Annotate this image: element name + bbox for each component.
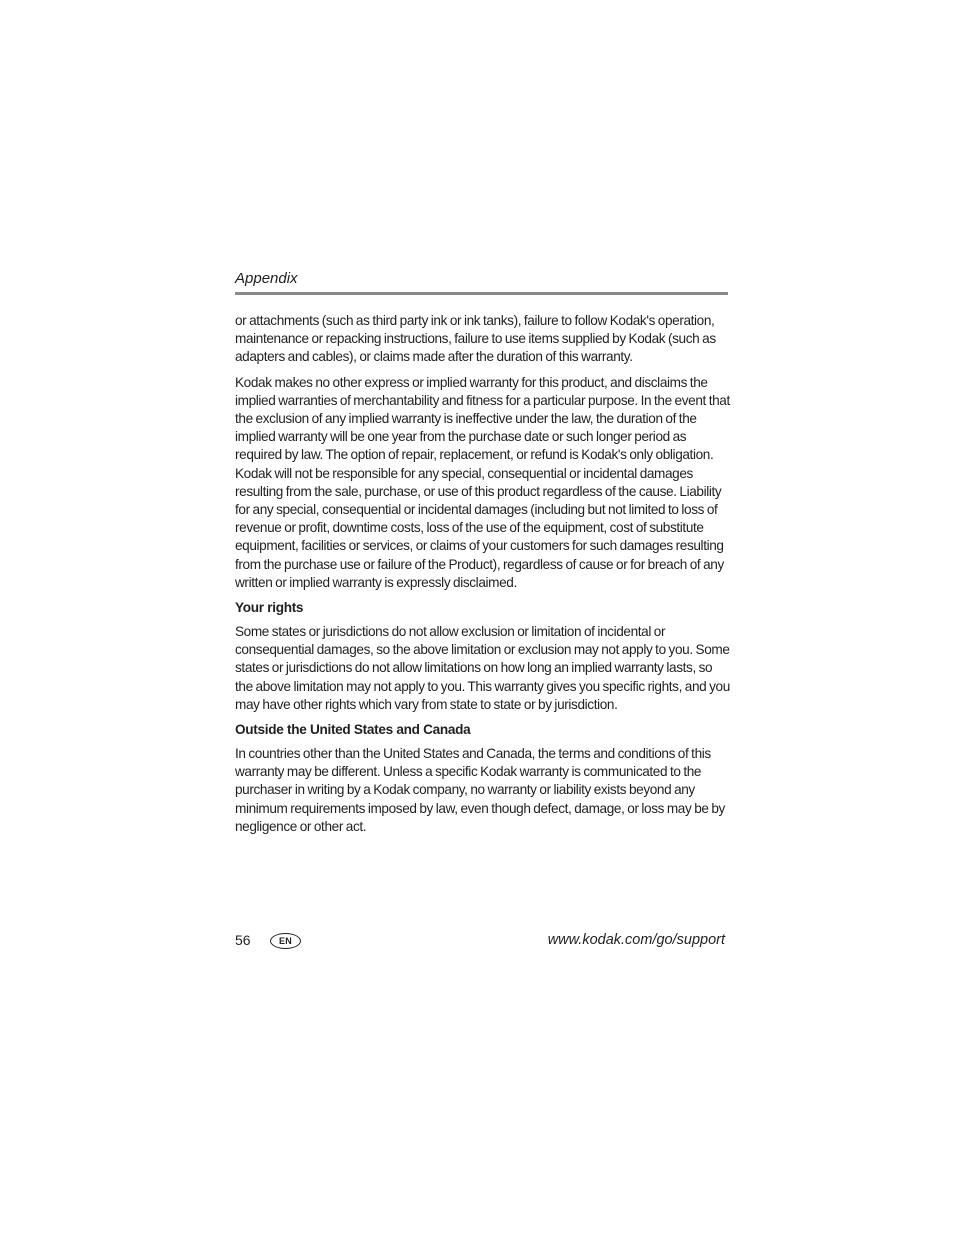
- heading-outside-us-canada: Outside the United States and Canada: [235, 722, 471, 738]
- heading-your-rights: Your rights: [235, 600, 304, 616]
- language-badge-icon: EN: [270, 933, 301, 949]
- page-body: [235, 312, 731, 843]
- paragraph-outside-us-canada: In countries other than the United States and Canada, the terms and conditions of this warranty may be different. Unless a specific Kodak warranty is communicated to the purchaser in writing by a Kodak company, no warranty or liability exists beyond any minimum requirements imposed by law, even though defect, damage, or loss may be by negligence or other act.: [235, 746, 725, 834]
- paragraph-your-rights: Some states or jurisdictions do not allow exclusion or limitation of incidental or consequential damages, so the above limitation or exclusion may not apply to you. Some states or jurisdictions do not allow limitations on how long an implied warranty lasts, so the above limitation may not apply to you. This warranty gives you specific rights, and you may have other rights which vary from state to state or by jurisdiction.: [235, 624, 730, 712]
- page-number: 56: [235, 932, 251, 948]
- support-url: www.kodak.com/go/support: [547, 932, 725, 948]
- header-divider: [235, 292, 728, 295]
- paragraph-warranty-exclusions: or attachments (such as third party ink or ink tanks), failure to follow Kodak's operation, maintenance or repacking instructions, failure to use items supplied by Kodak (such as adapters and cables), or claims made after the duration of this warranty.: [235, 313, 716, 365]
- paragraph-warranty-disclaimer: Kodak makes no other express or implied warranty for this product, and disclaims the implied warranties of merchantability and fitness for a particular purpose. In the event that the exclusion of any implied warranty is ineffective under the law, the duration of the implied warranty will be one year from the purchase date or such longer period as required by law. The option of repair, replacement, or refund is Kodak's only obligation. Kodak will not be responsible for any special, consequential or incidental damages resulting from the sale, purchase, or use of this product regardless of the cause. Liability for any special, consequential or incidental damages (including but not limited to loss of revenue or profit, downtime costs, loss of the use of the equipment, cost of substitute equipment, facilities or services, or claims of your customers for such damages resulting from the purchase use or failure of the Product), regardless of cause or for breach of any written or implied warranty is expressly disclaimed.: [235, 374, 730, 590]
- section-header: Appendix: [235, 270, 298, 287]
- page-footer: [235, 931, 725, 953]
